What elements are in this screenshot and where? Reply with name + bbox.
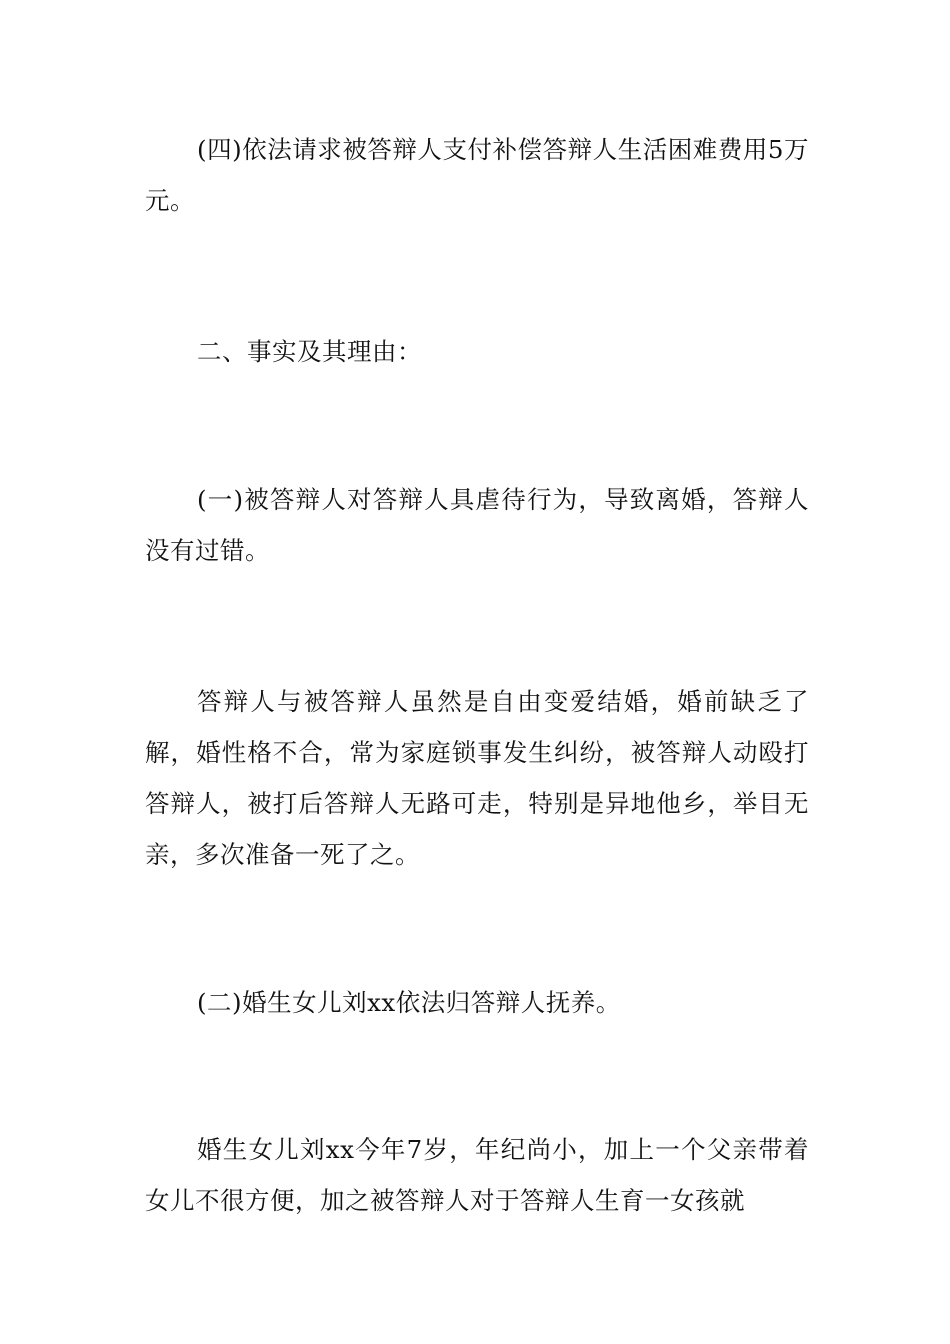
paragraph-point-2-heading: (二)婚生女儿刘xx依法归答辩人抚养。	[197, 988, 621, 1017]
paragraph-point-2-body: 婚生女儿刘xx今年7岁，年纪尚小，加上一个父亲带着女儿不很方便，加之被答辩人对于答辩人生育一女孩就	[145, 1135, 809, 1215]
paragraph-point-1-heading: (一)被答辩人对答辩人具虐待行为，导致离婚，答辩人没有过错。	[145, 485, 809, 565]
paragraph-point-1-body: 答辩人与被答辩人虽然是自由变爱结婚，婚前缺乏了解，婚性格不合，常为家庭锁事发生纠纷，被答辩人动殴打答辩人，被打后答辩人无路可走，特别是异地他乡，举目无亲，多次准备一死了之。	[145, 687, 809, 869]
paragraph-claim-4: (四)依法请求被答辩人支付补偿答辩人生活困难费用5万元。	[145, 135, 809, 215]
section-heading-facts-and-reasons: 二、事实及其理由：	[197, 337, 422, 366]
